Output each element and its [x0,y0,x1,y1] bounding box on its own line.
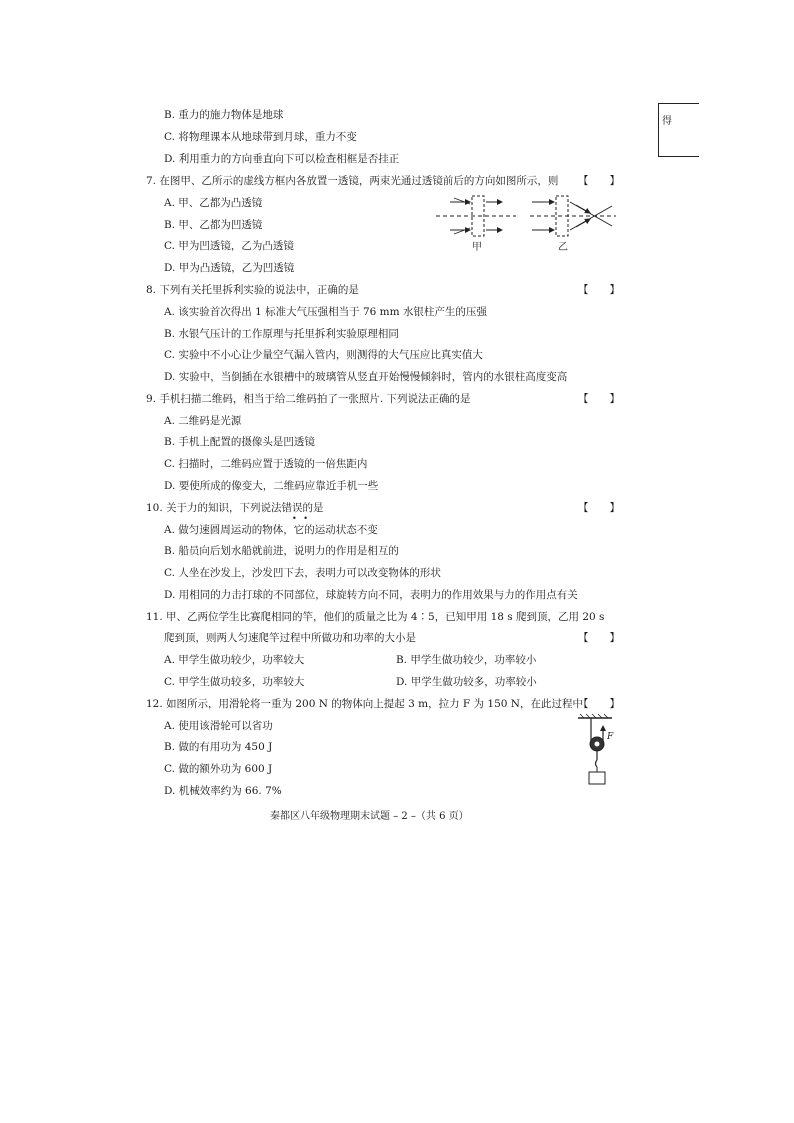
q9-option-a: A. 二维码是光源 [164,415,242,427]
q7-option-a: A. 甲、乙都为凸透镜 [164,197,263,209]
figure-label-yi: 乙 [558,242,568,253]
q11-option-d: D. 甲学生做功较多，功率较小 [396,676,537,688]
q9-stem: 9. 手机扫描二维码，相当于给二维码拍了一张照片. 下列说法正确的是 [146,393,471,405]
q8-option-b: B. 水银气压计的工作原理与托里拆利实验原理相同 [164,328,399,340]
q12-option-a: A. 使用该滑轮可以省功 [164,720,273,732]
prev-option-c: C. 将物理课本从地球带到月球，重力不变 [164,131,357,143]
q8-option-d: D. 实验中，当倒插在水银槽中的玻璃管从竖直开始慢慢倾斜时，管内的水银柱高度变高 [164,371,568,383]
q8-option-c: C. 实验中不小心让少量空气漏入管内，则测得的大气压应比真实值大 [164,349,483,361]
q10-emphasis-dots: • • [292,514,310,523]
q10-stem: 10. 关于力的知识，下列说法错误的是 [146,502,324,514]
q10-answer-bracket: 【 】 [578,502,620,514]
q7-option-c: C. 甲为凹透镜，乙为凸透镜 [164,240,294,252]
q11-option-b: B. 甲学生做功较少，功率较小 [396,654,537,666]
q8-stem: 8. 下列有关托里拆利实验的说法中，正确的是 [146,284,359,296]
pulley-figure [572,712,622,788]
q11-option-a: A. 甲学生做功较少，功率较大 [164,654,305,666]
q12-answer-bracket: 【 】 [578,698,620,710]
force-label: F [607,732,614,742]
q7-answer-bracket: 【 】 [578,175,620,187]
q9-option-d: D. 要使所成的像变大，二维码应靠近手机一些 [164,480,379,492]
q9-option-c: C. 扫描时，二维码应置于透镜的一倍焦距内 [164,458,368,470]
q7-option-b: B. 甲、乙都为凹透镜 [164,219,263,231]
q8-answer-bracket: 【 】 [578,284,620,296]
lens-figure [436,190,618,254]
q12-option-d: D. 机械效率约为 66. 7% [164,785,282,797]
page-footer: 秦都区八年级物理期末试题 – 2 –（共 6 页） [270,811,469,822]
q10-option-c: C. 人坐在沙发上，沙发凹下去，表明力可以改变物体的形状 [164,567,441,579]
q11-stem: 11. 甲、乙两位学生比赛爬相同的竿，他们的质量之比为 4∶5，已知甲用 18 s 爬到顶，乙用 20 s [146,611,605,623]
score-box-label: 得 [662,116,672,127]
q12-option-b: B. 做的有用功为 450 J [164,741,273,753]
q7-stem: 7. 在图甲、乙所示的虚线方框内各放置一透镜，两束光通过透镜前后的方向如图所示，则 [146,175,559,187]
q11-option-c: C. 甲学生做功较多，功率较大 [164,676,305,688]
q7-option-d: D. 甲为凸透镜，乙为凹透镜 [164,262,295,274]
figure-yi [530,196,616,236]
q10-option-d: D. 用相同的力击打球的不同部位，球旋转方向不同，表明力的作用效果与力的作用点有关 [164,589,578,601]
figure-jia [436,196,516,236]
q11-stem-continued: 爬到顶，则两人匀速爬竿过程中所做功和功率的大小是 [164,632,416,644]
q10-option-b: B. 船员向后划水船就前进，说明力的作用是相互的 [164,545,399,557]
q11-answer-bracket: 【 】 [578,632,620,644]
prev-option-d: D. 利用重力的方向垂直向下可以检查相框是否挂正 [164,153,400,165]
q9-option-b: B. 手机上配置的摄像头是凹透镜 [164,436,315,448]
q10-option-a: A. 做匀速圆周运动的物体，它的运动状态不变 [164,524,378,536]
q9-answer-bracket: 【 】 [578,393,620,405]
q12-option-c: C. 做的额外功为 600 J [164,763,273,775]
prev-option-b: B. 重力的施力物体是地球 [164,109,284,121]
q12-stem: 12. 如图所示，用滑轮将一重为 200 N 的物体向上提起 3 m，拉力 F 为 150 N，在此过程中 [146,698,583,710]
q8-option-a: A. 该实验首次得出 1 标准大气压强相当于 76 mm 水银柱产生的压强 [164,306,487,318]
figure-label-jia: 甲 [472,242,482,253]
